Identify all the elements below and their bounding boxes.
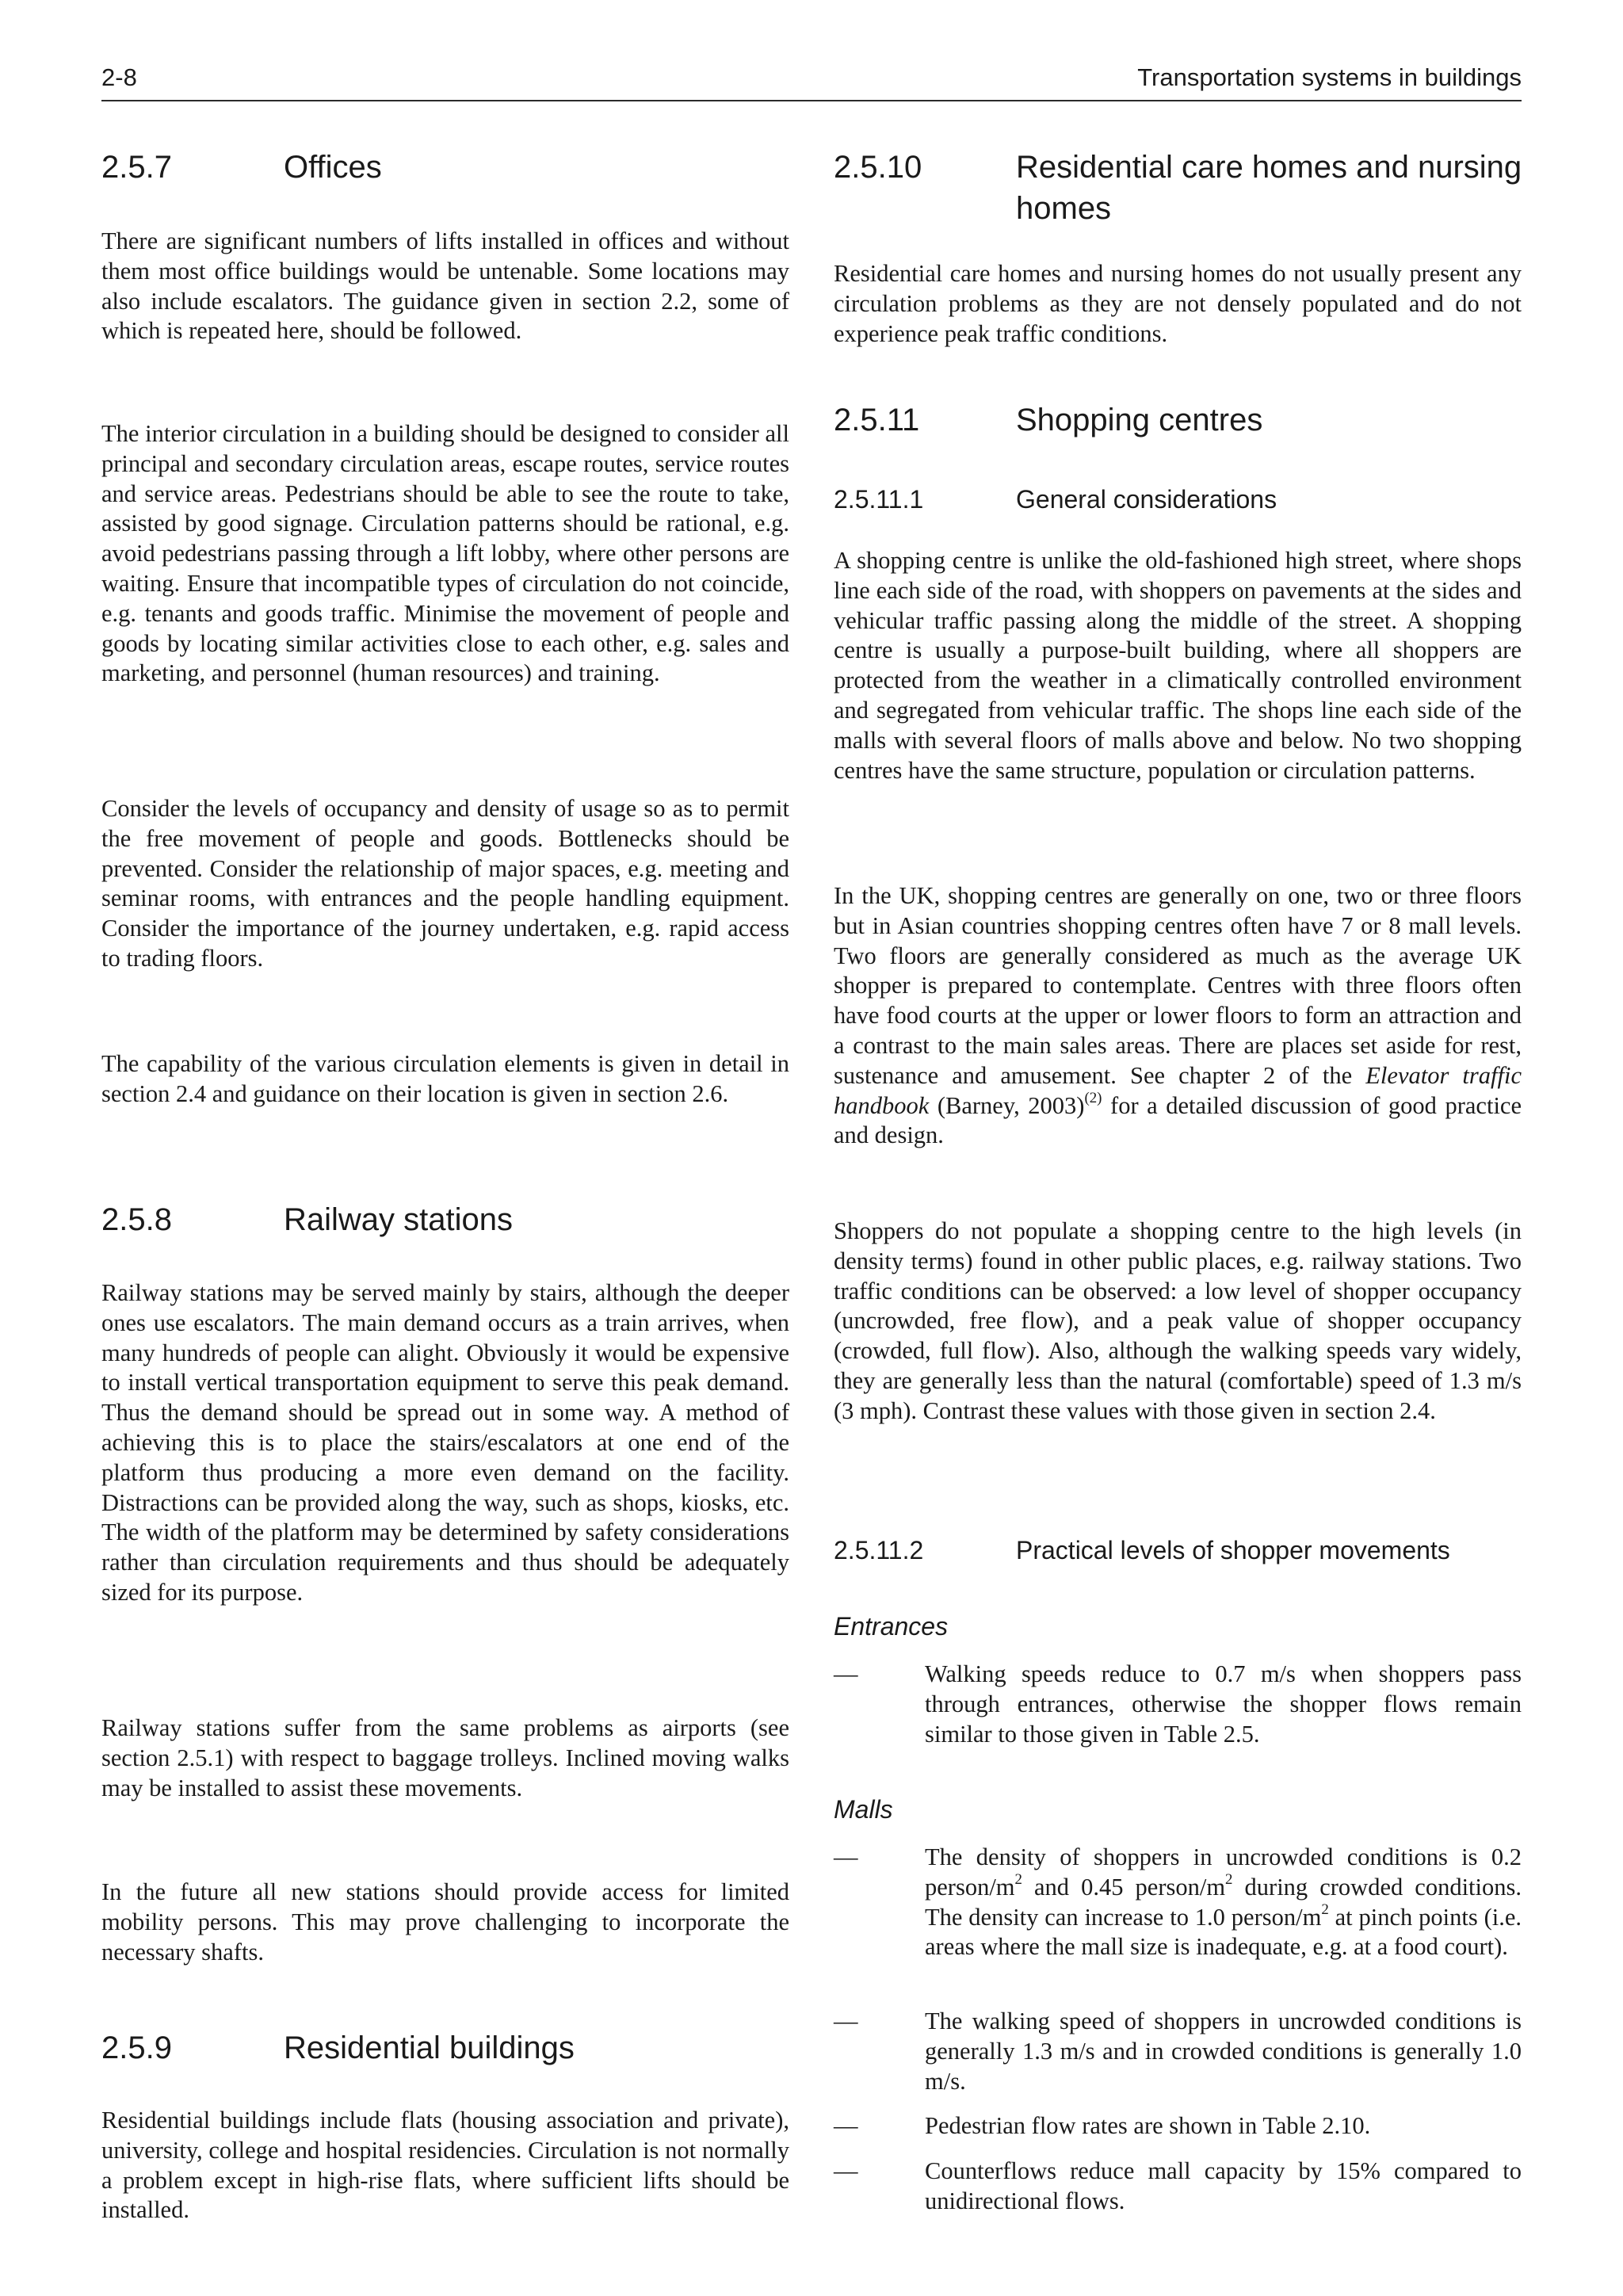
book-title: Elevator traffic handbook [834,1061,1522,1119]
dash-marker: — [834,1660,858,1687]
malls-bullet-text: The walking speed of shoppers in uncrowded conditions is generally 1.3 m/s and in crowded conditions is generally 1.0 m/s. [925,2008,1522,2095]
subsection-number: 2.5.11.2 [834,1536,924,1564]
dash-marker: — [834,1843,858,1870]
section-number: 2.5.8 [101,1202,172,1237]
section-title: Residential care homes and nursing homes [1016,150,1522,226]
malls-label: Malls [834,1795,893,1824]
offices-paragraph-2: The interior circulation in a building should be designed to consider all principal and secondary circulation areas, escape routes, service routes and service areas. Pedestrians should be able to see the route to take, assisted by good signage. Circulation patterns should be rational, e.g. avoid pedestrians passing through a lift lobby, where other persons are waiting. Ensure that incompatible types of circulation do not coincide, e.g. tenants and goods traffic. Minimise the movement of people and goods by locating similar activities close to each other, e.g. sales and marketing, and personnel (human resources) and training. [101,420,789,687]
subsection-title: Practical levels of shopper movements [1016,1536,1450,1564]
care-homes-paragraph-1: Residential care homes and nursing homes do not usually present any circulation problems as they are not densely populated and do not experience peak traffic conditions. [834,260,1522,347]
entrances-bullet-text: Walking speeds reduce to 0.7 m/s when shoppers pass through entrances, otherwise the shopper flows remain similar to those given in Table 2.5. [925,1660,1522,1748]
malls-bullet-text: Pedestrian flow rates are shown in Table 2.10. [925,2112,1371,2139]
entrances-label: Entrances [834,1612,949,1641]
malls-bullet-text: Counterflows reduce mall capacity by 15% compared to unidirectional flows. [925,2157,1522,2214]
shopping-paragraph-3: Shoppers do not populate a shopping centre to the high levels (in density terms) found in other public places, e.g. railway stations. Two traffic conditions can be observed: a low level of shopper occupancy (uncrowded, free flow), and a peak value of shopper occupancy (crowded, full flow). Also, although the walking speeds vary widely, they are generally less than the natural (comfortable) speed of 1.3 m/s (3 mph). Contrast these values with those given in section 2.4. [834,1217,1522,1424]
page-number: 2-8 [101,63,137,91]
running-header [101,60,1522,101]
residential-paragraph-1: Residential buildings include flats (housing association and private), university, college and hospital residencies. Circulation is not normally a problem except in high-rise flats, where sufficient lifts should be installed. [101,2107,789,2224]
running-title: Transportation systems in buildings [1137,63,1522,91]
section-number: 2.5.11 [834,403,920,437]
shopping-paragraph-1: A shopping centre is unlike the old-fashioned high street, where shops line each side of the road, with shoppers on pavements at the sides and vehicular traffic passing along the middle of the street. A shopping centre is usually a purpose-built building, where all shoppers are protected from the weather in a climatically controlled environment and segregated from vehicular traffic. The shops line each side of the malls with several floors of malls above and below. No two shopping centres have the same structure, population or circulation patterns. [834,547,1522,784]
offices-paragraph-3: Consider the levels of occupancy and density of usage so as to permit the free movement of people and goods. Bottlenecks should be prevented. Consider the relationship of major spaces, e.g. meeting and seminar rooms, with entrances and the people handling equipment. Consider the importance of the journey undertaken, e.g. rapid access to trading floors. [101,795,789,972]
malls-bullet-text: The density of shoppers in uncrowded conditions is 0.2 person/$m^2$ and 0.45 person/$m^2$ during crowded conditions. The density can increase to 1.0 person/$m^2$ at pinch points (i.e. areas where the mall size is inadequate, e.g. at a food court). [925,1843,1522,1961]
subsection-title: General considerations [1016,485,1277,514]
dash-marker: — [834,2112,858,2139]
offices-paragraph-4: The capability of the various circulation elements is given in detail in section 2.4 and guidance on their location is given in section 2.6. [101,1050,789,1107]
section-title: Railway stations [284,1202,514,1237]
railway-paragraph-3: In the future all new stations should provide access for limited mobility persons. This may prove challenging to incorporate the necessary shafts. [101,1878,789,1966]
section-number: 2.5.10 [834,150,922,185]
section-number: 2.5.7 [101,150,172,185]
section-number: 2.5.9 [101,2030,172,2065]
railway-paragraph-2: Railway stations suffer from the same problems as airports (see section 2.5.1) with respect to baggage trolleys. Inclined moving walks may be installed to assist these movements. [101,1714,789,1801]
offices-paragraph-1: There are significant numbers of lifts installed in offices and without them most office buildings would be untenable. Some locations may also include escalators. The guidance given in section 2.2, some of which is repeated here, should be followed. [101,227,789,345]
dash-marker: — [834,2008,858,2034]
subsection-number: 2.5.11.1 [834,485,924,514]
shopping-paragraph-2: In the UK, shopping centres are generally on one, two or three floors but in Asian countries shopping centres often have 7 or 8 mall levels. Two floors are generally considered as much as the average UK shopper is prepared to contemplate. Centres with three floors often have food courts at the upper or lower floors to form an attraction and a contrast to the main sales areas. There are places set aside for rest, sustenance and amusement. See chapter 2 of the Elevator traffic handbook (Barney, 2003)$^{(2)}$ for a detailed discussion of good practice and design. [834,882,1522,1149]
dash-marker: — [834,2157,858,2184]
section-title: Residential buildings [284,2030,575,2065]
railway-paragraph-1: Railway stations may be served mainly by stairs, although the deeper ones use escalators. The main demand occurs as a train arrives, when many hundreds of people can alight. Obviously it would be expensive to install vertical transportation equipment to serve this peak demand. Thus the demand should be spread out in some way. A method of achieving this is to place the stairs/escalators at one end of the platform thus producing a more even demand on the facility. Distractions can be provided along the way, such as shops, kiosks, etc. The width of the platform may be determined by safety considerations rather than circulation requirements and thus should be adequately sized for its purpose. [101,1279,789,1606]
section-title: Offices [284,150,382,185]
reference-marker: (2) [1084,1089,1102,1106]
section-title: Shopping centres [1016,403,1263,437]
